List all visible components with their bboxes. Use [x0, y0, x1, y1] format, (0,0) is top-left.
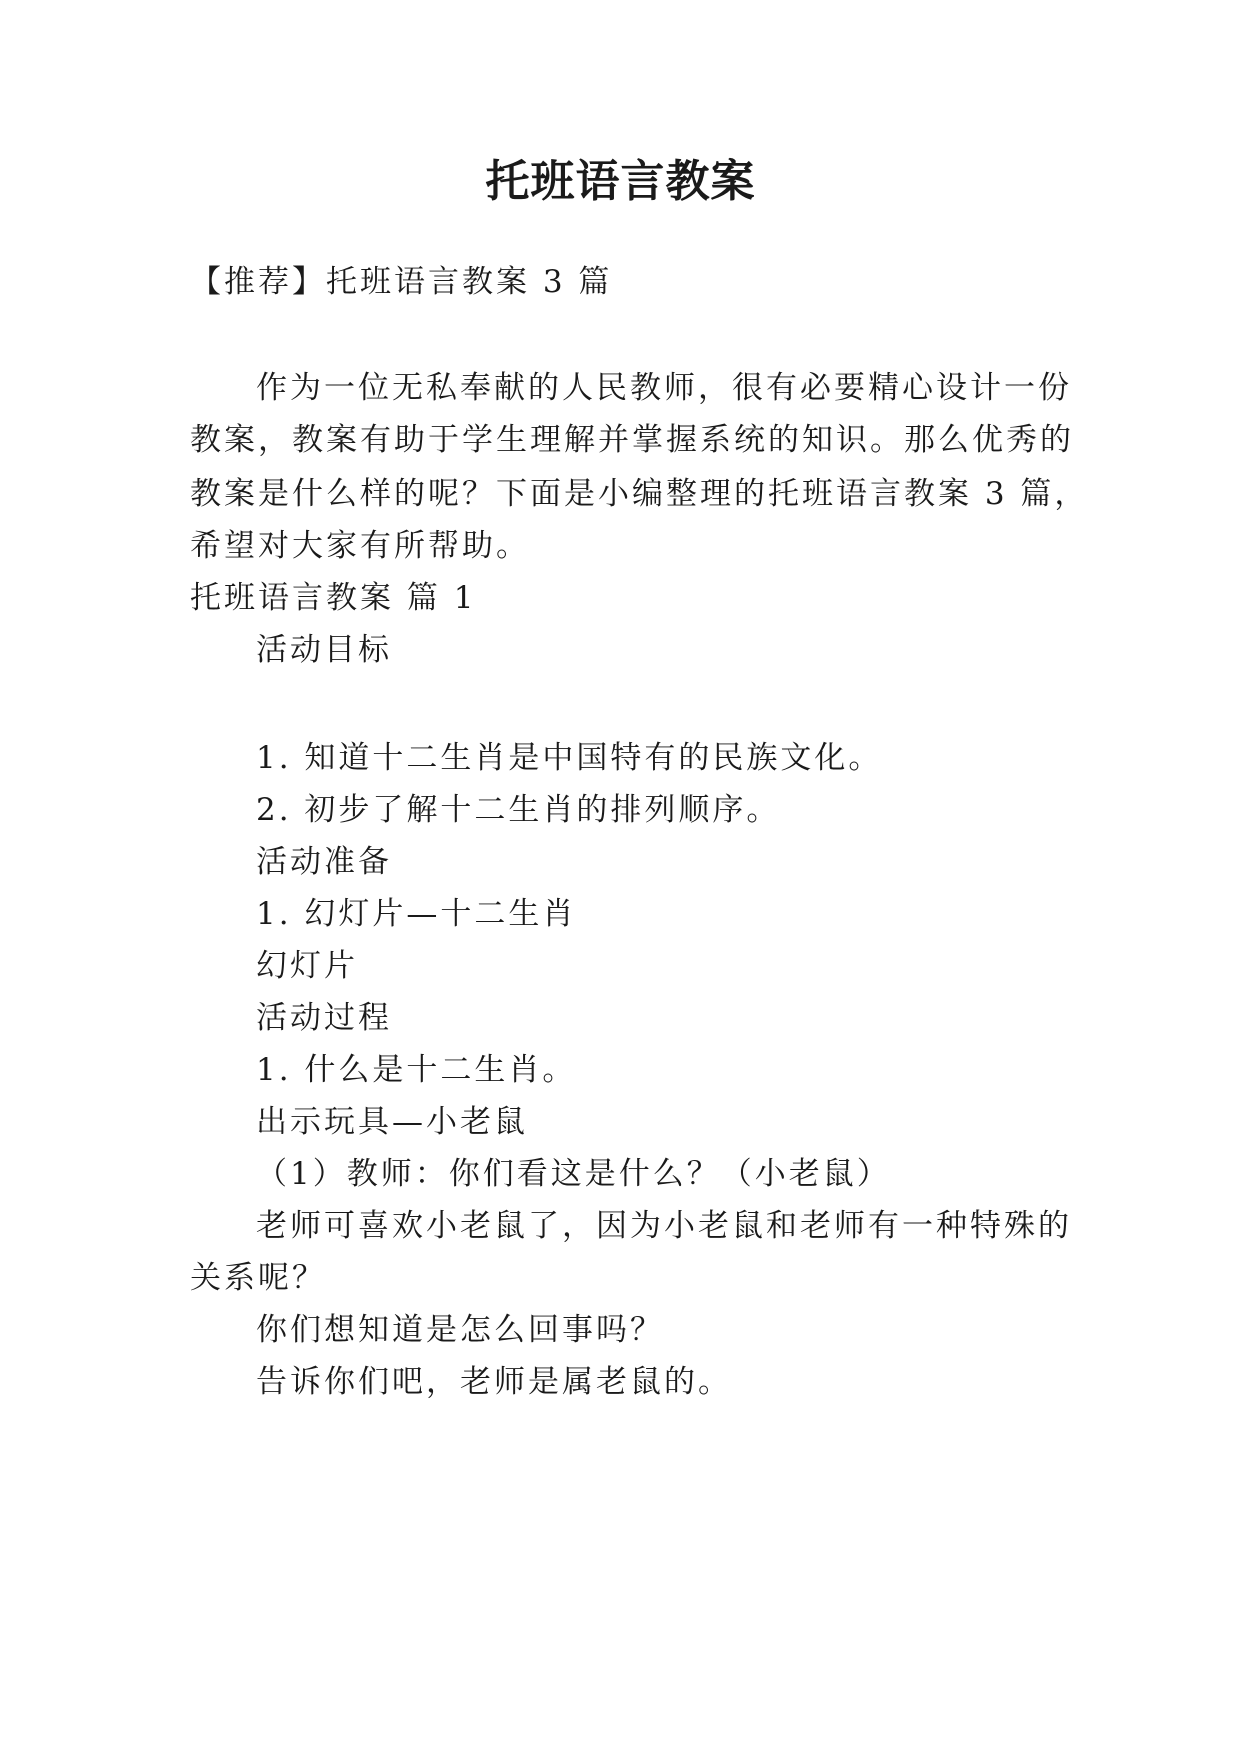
body-line-want-to-know: 你们想知道是怎么回事吗？	[256, 1312, 664, 1348]
body-line-activity-goals: 活动目标	[256, 632, 392, 668]
body-line-relation: 关系呢？	[190, 1260, 326, 1296]
body-line-activity-prep: 活动准备	[256, 844, 392, 880]
document-subtitle: 【推荐】托班语言教案 3 篇	[190, 264, 613, 300]
intro-line-3: 教案是什么样的呢？下面是小编整理的托班语言教案 3 篇，	[190, 476, 1089, 512]
intro-line-2: 教案，教案有助于学生理解并掌握系统的知识。那么优秀的	[190, 422, 1074, 458]
body-line-prep-1: 1. 幻灯片—十二生肖	[256, 896, 577, 932]
body-line-teacher-question: （1）教师：你们看这是什么？（小老鼠）	[256, 1156, 891, 1192]
body-line-teacher-likes-mouse: 老师可喜欢小老鼠了，因为小老鼠和老师有一种特殊的	[256, 1208, 1072, 1244]
body-line-slides: 幻灯片	[256, 948, 358, 984]
body-line-process-1: 1. 什么是十二生肖。	[256, 1052, 577, 1088]
body-line-goal-2: 2. 初步了解十二生肖的排列顺序。	[256, 792, 781, 828]
body-line-toy-mouse: 出示玩具—小老鼠	[256, 1104, 528, 1140]
body-line-activity-process: 活动过程	[256, 1000, 392, 1036]
body-line-goal-1: 1. 知道十二生肖是中国特有的民族文化。	[256, 740, 883, 776]
section-heading: 托班语言教案 篇 1	[190, 580, 477, 616]
document-title: 托班语言教案	[485, 156, 756, 207]
intro-line-4: 希望对大家有所帮助。	[190, 528, 530, 564]
intro-line-1: 作为一位无私奉献的人民教师，很有必要精心设计一份	[256, 370, 1072, 406]
body-line-year-of-rat: 告诉你们吧，老师是属老鼠的。	[256, 1364, 732, 1400]
